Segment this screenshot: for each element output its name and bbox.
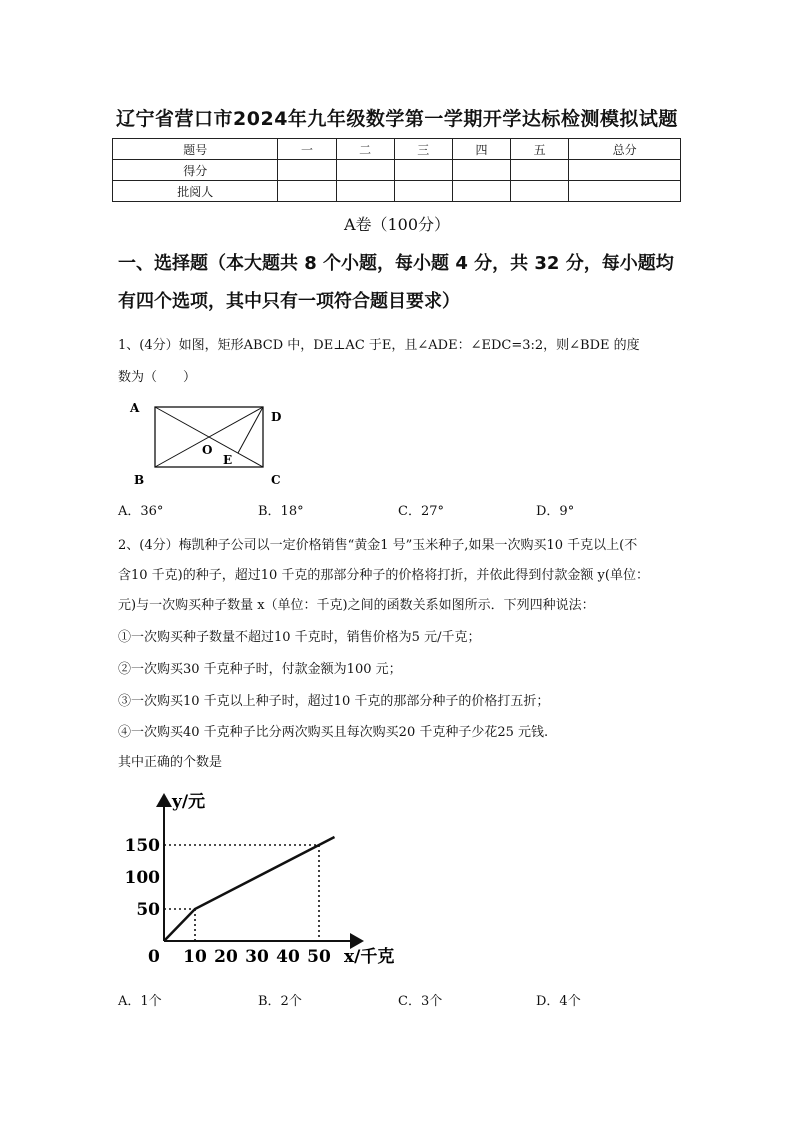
q1-option-b[interactable]: B．18° (258, 504, 304, 519)
section-heading-line1: 一、选择题（本大题共 8 个小题，每小题 4 分，共 32 分，每小题均 (118, 253, 674, 274)
q1-stem-line2: 数为（ ） (118, 370, 197, 385)
q2-price-chart (118, 782, 408, 974)
grader-cell[interactable] (569, 181, 681, 202)
header-cell: 三 (394, 139, 452, 160)
q2-option-c[interactable]: C．3个 (398, 994, 443, 1009)
header-cell: 总分 (569, 139, 681, 160)
y-axis-label: y/元 (172, 792, 206, 812)
q2-stem-line2: 含10 千克)的种子，超过10 千克的那部分种子的价格将打折，并依此得到付款金额 y(单位： (118, 568, 649, 583)
q2-statement-1: ①一次购买种子数量不超过10 千克时，销售价格为5 元/千克； (118, 630, 481, 645)
grader-cell[interactable] (394, 181, 452, 202)
q1-option-d[interactable]: D．9° (536, 504, 575, 519)
y-tick-label: 50 (136, 900, 160, 920)
y-tick-label: 150 (124, 836, 160, 856)
header-cell: 二 (336, 139, 394, 160)
score-cell[interactable] (452, 160, 510, 181)
guide-lines (164, 845, 319, 941)
q1-option-c[interactable]: C．27° (398, 504, 444, 519)
label-o: O (202, 443, 213, 457)
x-tick-label: 10 (183, 947, 207, 967)
x-tick-label: 20 (214, 947, 238, 967)
score-cell[interactable] (278, 160, 336, 181)
grader-cell[interactable] (452, 181, 510, 202)
label-b: B (134, 473, 145, 487)
grader-row (113, 181, 681, 202)
q2-statement-4: ④一次购买40 千克种子比分两次购买且每次购买20 千克种子少花25 元钱. (118, 725, 549, 740)
header-cell: 题号 (113, 139, 278, 160)
score-table (112, 138, 681, 202)
exam-title: 辽宁省营口市2024年九年级数学第一学期开学达标检测模拟试题 (116, 108, 678, 130)
grader-cell[interactable] (278, 181, 336, 202)
q2-stem-line1: 2、(4分）梅凯种子公司以一定价格销售“黄金1 号”玉米种子,如果一次购买10 千克以上(不 (118, 538, 638, 553)
q1-option-a[interactable]: A．36° (118, 504, 164, 519)
q2-prompt: 其中正确的个数是 (118, 755, 223, 770)
header-cell: 一 (278, 139, 336, 160)
paper-subtitle: A卷（100分） (343, 215, 451, 234)
label-d: D (271, 410, 282, 424)
series-line (164, 837, 335, 941)
score-cell[interactable] (511, 160, 569, 181)
q2-statement-2: ②一次购买30 千克种子时，付款金额为100 元； (118, 662, 402, 677)
row-label: 得分 (113, 160, 278, 181)
label-c: C (271, 473, 281, 487)
row-label: 批阅人 (113, 181, 278, 202)
q1-rectangle-figure (125, 398, 295, 490)
q2-statement-3: ③一次购买10 千克以上种子时，超过10 千克的那部分种子的价格打五折； (118, 694, 550, 709)
q2-stem-line3: 元)与一次购买种子数量 x（单位：千克)之间的函数关系如图所示．下列四种说法： (118, 598, 595, 613)
label-e: E (223, 453, 233, 467)
grader-cell[interactable] (336, 181, 394, 202)
x-tick-label: 30 (245, 947, 269, 967)
x-axis-label: x/千克 (344, 947, 395, 967)
x-tick-label: 50 (307, 947, 331, 967)
section-heading-line2: 有四个选项，其中只有一项符合题目要求） (118, 291, 460, 312)
origin-label: 0 (148, 947, 160, 967)
q2-option-a[interactable]: A．1个 (118, 994, 162, 1009)
y-tick-label: 100 (124, 868, 160, 888)
header-cell: 四 (452, 139, 510, 160)
x-tick-label: 40 (276, 947, 300, 967)
score-cell[interactable] (394, 160, 452, 181)
grader-cell[interactable] (511, 181, 569, 202)
score-cell[interactable] (569, 160, 681, 181)
label-a: A (130, 401, 140, 415)
score-table-header-row (113, 139, 681, 160)
score-row (113, 160, 681, 181)
q1-stem-line1: 1、(4分）如图，矩形ABCD 中，DE⊥AC 于E，且∠ADE：∠EDC=3:2，则∠BDE 的度 (118, 338, 640, 353)
q2-option-b[interactable]: B．2个 (258, 994, 302, 1009)
header-cell: 五 (511, 139, 569, 160)
y-tick-labels (125, 836, 161, 920)
score-cell[interactable] (336, 160, 394, 181)
x-tick-labels (183, 947, 331, 967)
q2-option-d[interactable]: D．4个 (536, 994, 581, 1009)
